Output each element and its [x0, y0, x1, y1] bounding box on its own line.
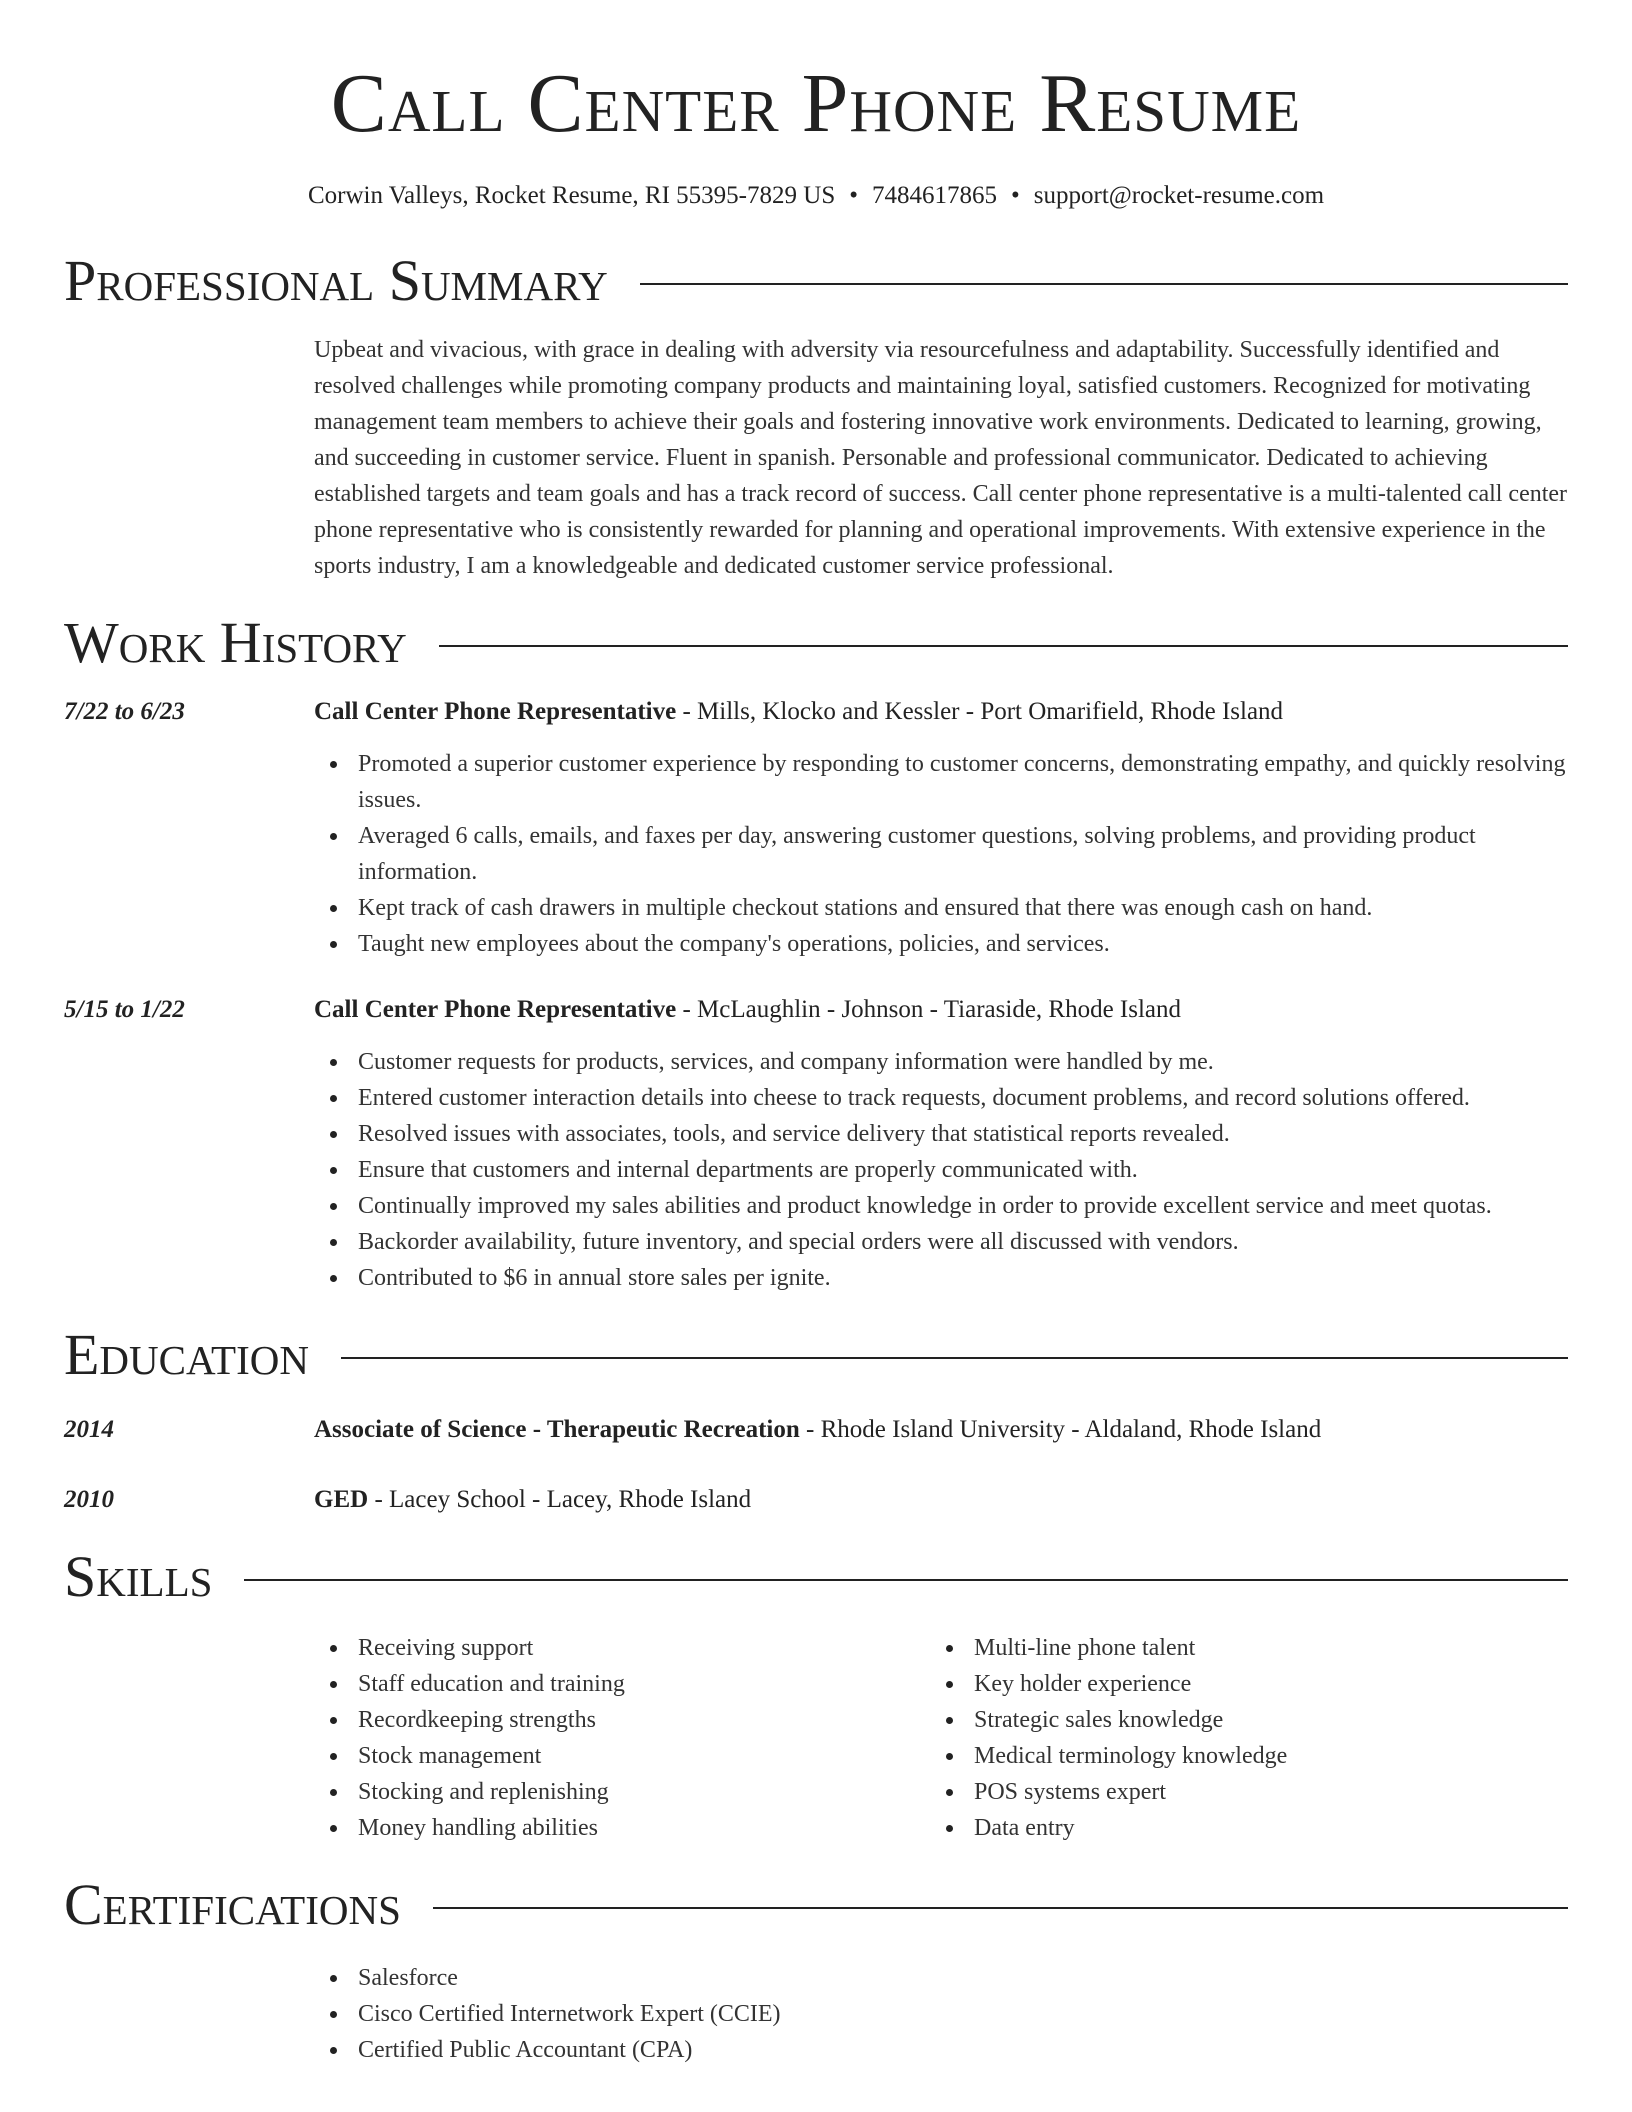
list-item: Data entry — [930, 1810, 1568, 1846]
job-title: Call Center Phone Representative — [314, 996, 677, 1023]
contact-phone: 7484617865 — [872, 182, 997, 209]
list-item: Recordkeeping strengths — [314, 1702, 930, 1738]
education-details: - Rhode Island University - Aldaland, Rhode Island — [799, 1416, 1322, 1443]
skills-column-left — [314, 1630, 930, 1846]
list-item: Strategic sales knowledge — [930, 1702, 1568, 1738]
list-item: Medical terminology knowledge — [930, 1738, 1568, 1774]
section-divider — [341, 1357, 1568, 1359]
summary-section-header — [64, 248, 1568, 313]
certifications-section-header — [64, 1872, 1568, 1937]
list-item: Resolved issues with associates, tools, and service delivery that statistical reports revealed. — [314, 1116, 1568, 1152]
list-item: Money handling abilities — [314, 1810, 930, 1846]
job-dates: 7/22 to 6/23 — [64, 698, 185, 725]
education-heading: Education — [64, 1322, 309, 1387]
work-heading: Work History — [64, 610, 407, 675]
section-divider — [640, 283, 1568, 285]
list-item: Entered customer interaction details into cheese to track requests, document problems, and record solutions offered. — [314, 1080, 1568, 1116]
list-item: POS systems expert — [930, 1774, 1568, 1810]
list-item: Key holder experience — [930, 1666, 1568, 1702]
education-entry — [64, 1482, 1568, 1518]
skills-heading: Skills — [64, 1544, 213, 1609]
work-section-header — [64, 610, 1568, 675]
list-item: Salesforce — [314, 1960, 1568, 1996]
contact-separator: • — [849, 182, 858, 209]
skills-column-right — [930, 1630, 1568, 1846]
summary-heading: Professional Summary — [64, 248, 608, 313]
contact-separator: • — [1011, 182, 1020, 209]
list-item: Receiving support — [314, 1630, 930, 1666]
education-degree: GED — [314, 1486, 369, 1513]
education-section-header — [64, 1322, 1568, 1387]
job-dates: 5/15 to 1/22 — [64, 996, 185, 1023]
list-item: Promoted a superior customer experience by responding to customer concerns, demonstrating empathy, and quickly resolving issues. — [314, 746, 1568, 818]
education-details: - Lacey School - Lacey, Rhode Island — [368, 1486, 752, 1513]
skills-section-header — [64, 1544, 1568, 1609]
skills-list — [314, 1630, 1568, 1846]
job-details: - McLaughlin - Johnson - Tiaraside, Rhode Island — [676, 996, 1182, 1023]
education-line — [314, 1482, 1568, 1518]
list-item: Stock management — [314, 1738, 930, 1774]
list-item: Multi-line phone talent — [930, 1630, 1568, 1666]
summary-text: Upbeat and vivacious, with grace in dealing with adversity via resourcefulness and adaptability. Successfully identified and resolved challenges while promoting company products and maintaining loyal, satisfied customers. Recognized for motivating management team members to achieve their goals and fostering innovative work environments. Dedicated to learning, growing, and succeeding in customer service. Fluent in spanish. Personable and professional communicator. Dedicated to achieving established targets and team goals and has a track record of success. Call center phone representative is a multi-talented call center phone representative who is consistently rewarded for planning and operational improvements. With extensive experience in the sports industry, I am a knowledgeable and dedicated customer service professional. — [314, 337, 1568, 579]
section-divider — [244, 1579, 1568, 1581]
job-heading-line — [314, 694, 1568, 730]
contact-address: Corwin Valleys, Rocket Resume, RI 55395-7829 US — [307, 182, 836, 209]
job-bullets — [314, 746, 1568, 962]
list-item: Cisco Certified Internetwork Expert (CCIE) — [314, 1996, 1568, 2032]
section-divider — [433, 1907, 1568, 1909]
job-title: Call Center Phone Representative — [314, 698, 677, 725]
education-degree: Associate of Science - Therapeutic Recreation — [314, 1416, 800, 1443]
list-item: Contributed to $6 in annual store sales per ignite. — [314, 1260, 1568, 1296]
job-entry — [64, 694, 1568, 962]
list-item: Customer requests for products, services, and company information were handled by me. — [314, 1044, 1568, 1080]
certifications-list — [314, 1960, 1568, 2068]
list-item: Ensure that customers and internal departments are properly communicated with. — [314, 1152, 1568, 1188]
education-year: 2010 — [64, 1486, 114, 1513]
list-item: Taught new employees about the company's operations, policies, and services. — [314, 926, 1568, 962]
list-item: Certified Public Accountant (CPA) — [314, 2032, 1568, 2068]
job-bullets — [314, 1044, 1568, 1296]
education-year: 2014 — [64, 1416, 114, 1443]
list-item: Kept track of cash drawers in multiple checkout stations and ensured that there was enough cash on hand. — [314, 890, 1568, 926]
contact-line — [64, 182, 1568, 210]
job-heading-line — [314, 992, 1568, 1028]
list-item: Staff education and training — [314, 1666, 930, 1702]
contact-email: support@rocket-resume.com — [1033, 182, 1325, 209]
job-entry — [64, 992, 1568, 1296]
list-item: Averaged 6 calls, emails, and faxes per day, answering customer questions, solving problems, and providing product information. — [314, 818, 1568, 890]
list-item: Stocking and replenishing — [314, 1774, 930, 1810]
job-details: - Mills, Klocko and Kessler - Port Omarifield, Rhode Island — [676, 698, 1284, 725]
education-entry — [64, 1412, 1568, 1448]
list-item: Backorder availability, future inventory, and special orders were all discussed with vendors. — [314, 1224, 1568, 1260]
certifications-heading: Certifications — [64, 1872, 401, 1937]
list-item: Continually improved my sales abilities and product knowledge in order to provide excellent service and meet quotas. — [314, 1188, 1568, 1224]
resume-title: Call Center Phone Resume — [330, 57, 1302, 150]
education-line — [314, 1412, 1568, 1448]
section-divider — [439, 645, 1568, 647]
